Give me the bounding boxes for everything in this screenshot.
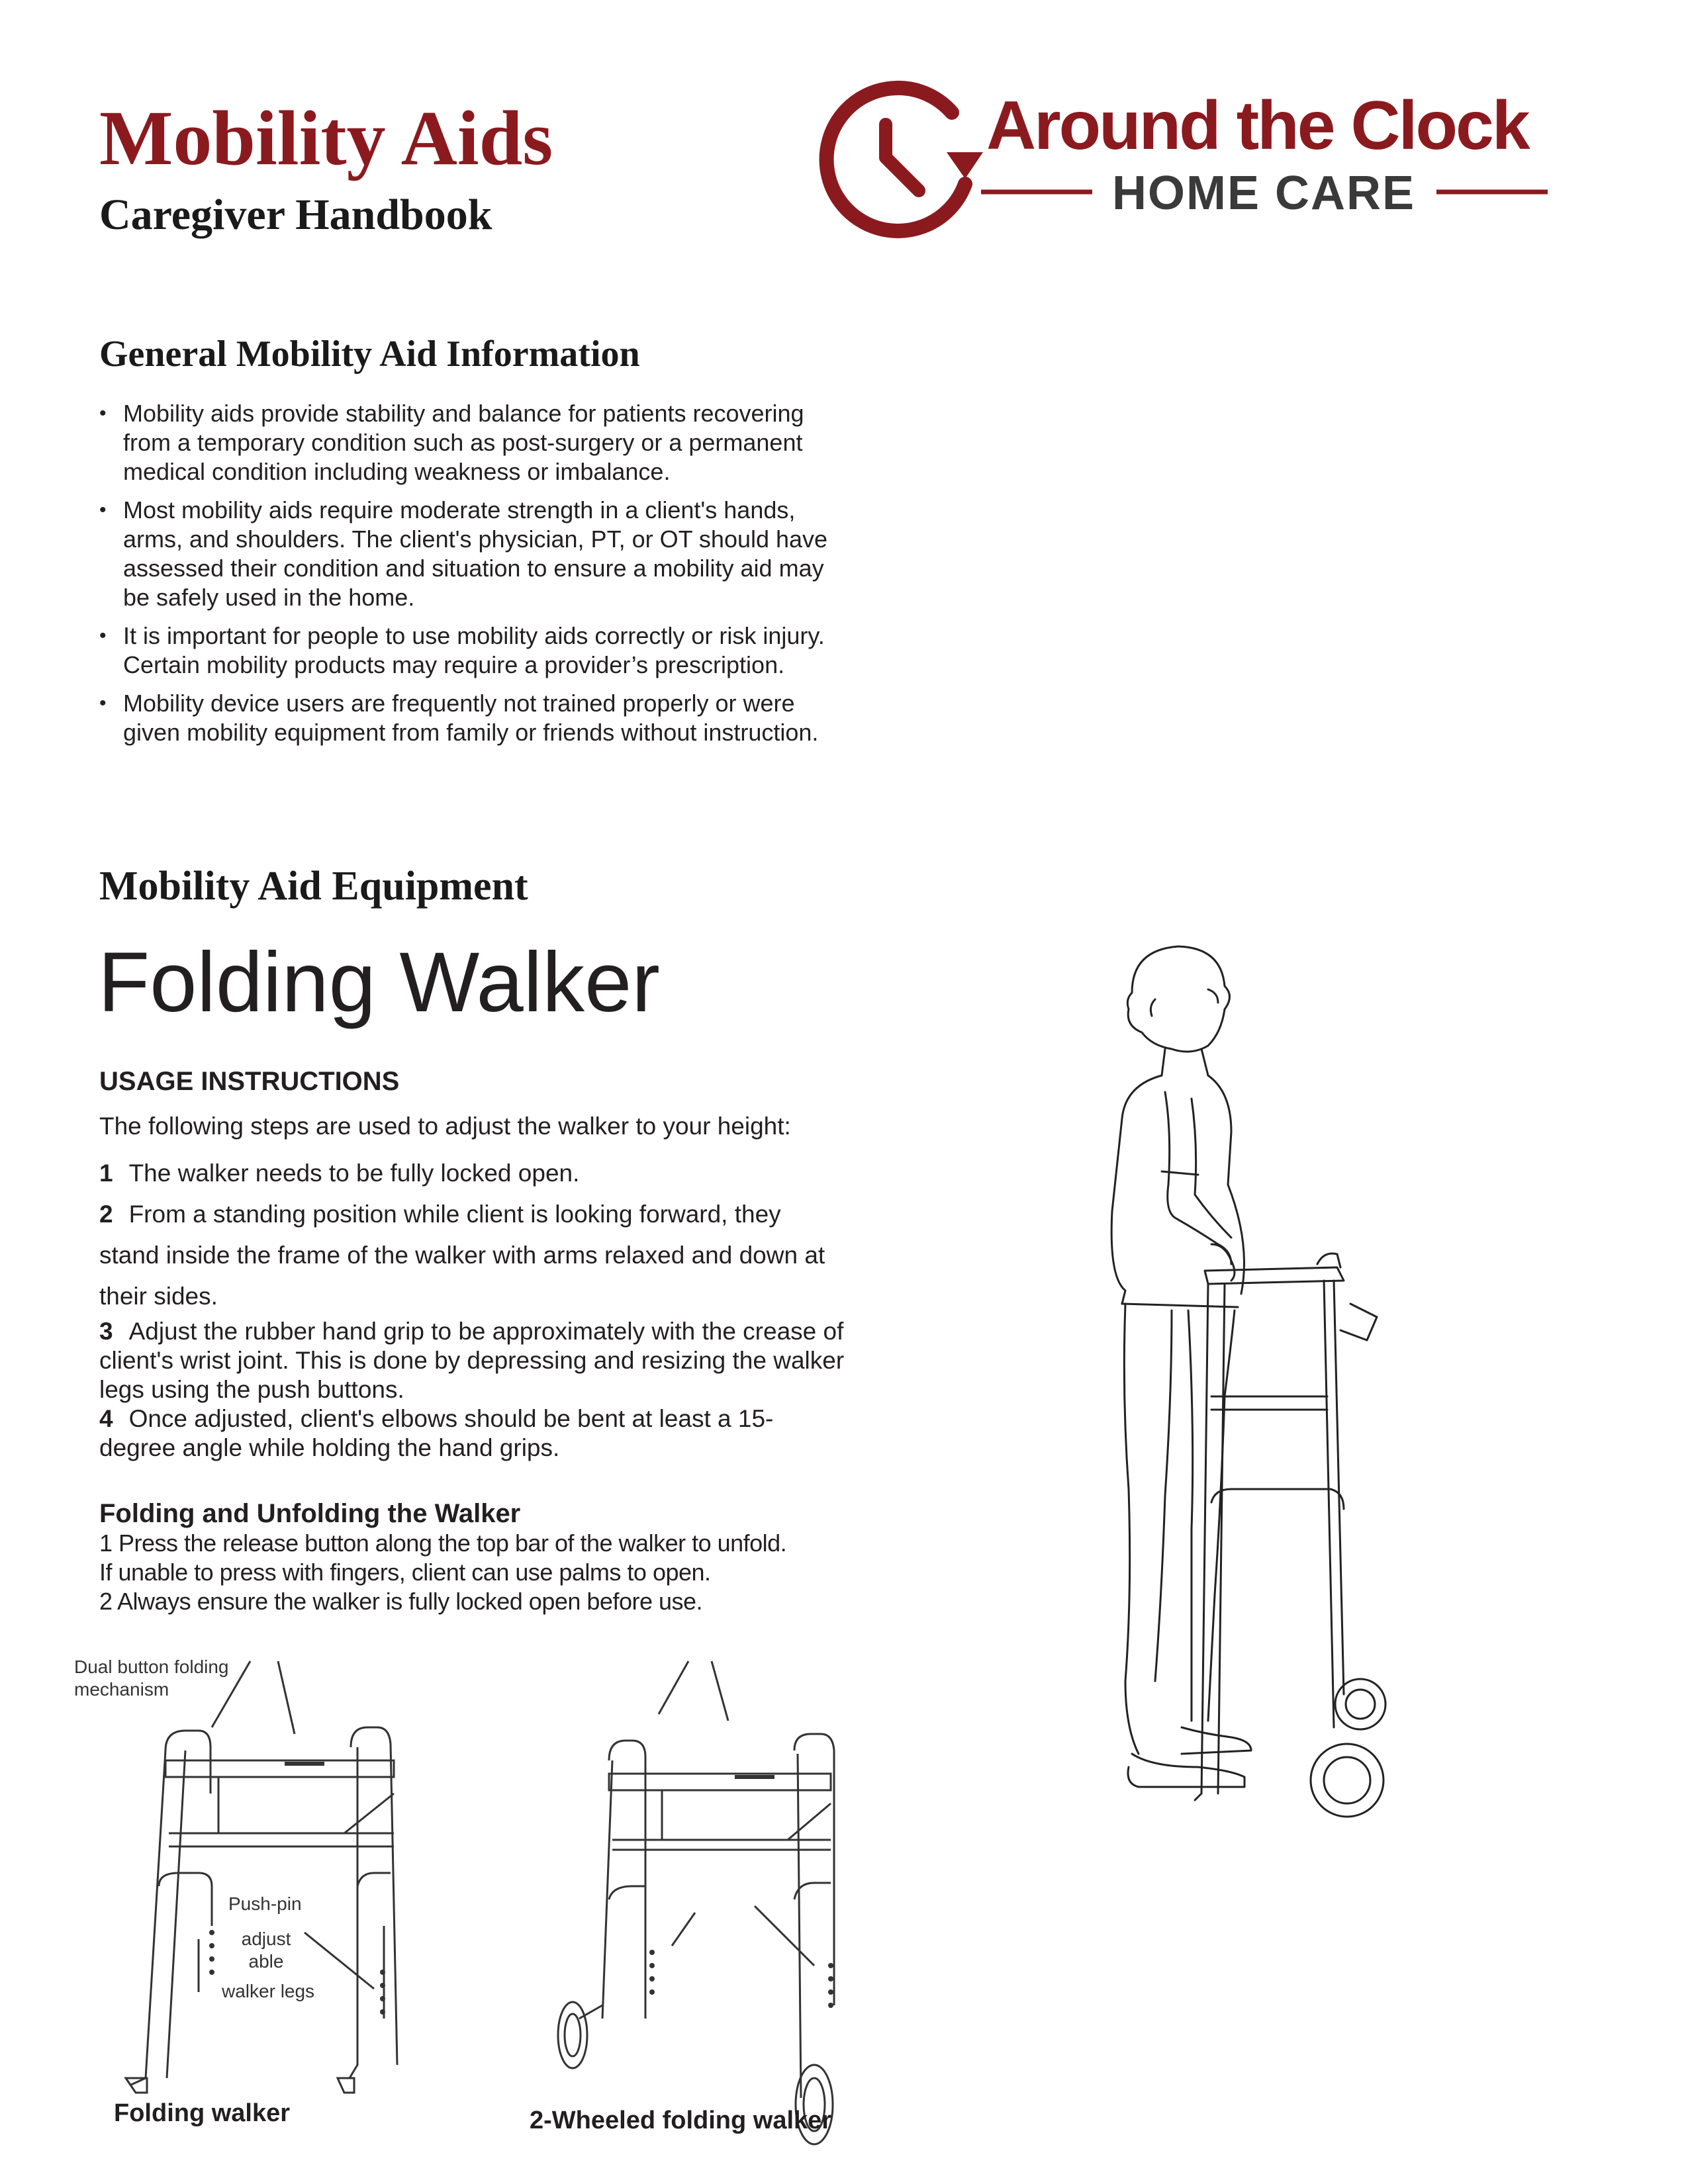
usage-intro: The following steps are used to adjust the walker to your height:	[99, 1113, 791, 1140]
step-number: 4	[99, 1405, 113, 1432]
info-bullet-list	[99, 399, 841, 756]
bullet-icon: •	[99, 499, 107, 521]
usage-step	[99, 1317, 847, 1404]
folding-step: 1 Press the release button along the top bar of the walker to unfold. If unable to press with fingers, client can use palms to open.	[99, 1529, 787, 1586]
bullet-icon: •	[99, 402, 107, 424]
walker-icon	[1195, 1253, 1385, 1817]
wheel-icon	[1335, 1679, 1385, 1729]
bullet-icon: •	[99, 692, 107, 714]
list-item-text: Mobility aids provide stability and balance for patients recovering from a temporary condition such as post-surgery or a permanent medical condition including weakness or imbalance.	[123, 400, 804, 485]
clock-icon	[827, 88, 983, 231]
label-push-pin: Push-pin	[228, 1893, 302, 1914]
caption-wheeled-walker: 2-Wheeled folding walker	[530, 2107, 832, 2134]
step-text: The walker needs to be fully locked open.	[128, 1160, 580, 1187]
wheel-icon	[1311, 1744, 1383, 1817]
folding-steps	[99, 1529, 794, 1616]
document-title: Mobility Aids	[99, 95, 553, 181]
list-item-text: Most mobility aids require moderate strength in a client's hands, arms, and shoulders. The client's physician, PT, or OT should have assessed their condition and situation to ensure a mobility aid may be safely used in the home.	[123, 496, 828, 611]
list-item	[99, 399, 841, 486]
label-adjustable: adjust able	[241, 1929, 291, 1972]
folding-step: 2 Always ensure the walker is fully locked open before use.	[99, 1588, 703, 1615]
usage-step	[99, 1404, 847, 1463]
logo-wordmark: Around the Clock	[986, 87, 1528, 164]
usage-heading: USAGE INSTRUCTIONS	[99, 1067, 400, 1096]
list-item	[99, 689, 841, 747]
document-subtitle: Caregiver Handbook	[99, 191, 492, 239]
man-with-walker-illustration	[1033, 933, 1430, 1899]
list-item	[99, 496, 841, 612]
step-number: 2	[99, 1201, 113, 1228]
label-dual-button: Dual button folding mechanism	[74, 1657, 229, 1700]
folding-walker-drawing	[126, 1661, 397, 2093]
list-item-text: It is important for people to use mobility aids correctly or risk injury. Certain mobility products may require a provider’s prescription.	[123, 622, 825, 678]
folding-heading: Folding and Unfolding the Walker	[99, 1499, 521, 1528]
step-text: From a standing position while client is looking forward, they stand inside the frame of the walker with arms relaxed and down at their sides.	[99, 1201, 825, 1310]
step-number: 3	[99, 1318, 113, 1345]
section-heading-equipment: Mobility Aid Equipment	[99, 864, 528, 909]
bullet-icon: •	[99, 625, 107, 647]
list-item	[99, 621, 841, 680]
wheeled-walker-drawing	[558, 1661, 834, 2144]
usage-step	[99, 1194, 847, 1317]
section-heading-general-info: General Mobility Aid Information	[99, 334, 640, 375]
wheel-icon	[558, 2002, 602, 2068]
step-text: Adjust the rubber hand grip to be approximately with the crease of client's wrist joint. This is done by depressing and resizing the walker legs using the push buttons.	[99, 1318, 845, 1403]
usage-step	[99, 1153, 847, 1194]
person-icon	[1111, 946, 1251, 1787]
caption-folding-walker: Folding walker	[114, 2099, 291, 2127]
label-walker-legs: walker legs	[222, 1981, 315, 2001]
equipment-title: Folding Walker	[98, 935, 660, 1030]
list-item-text: Mobility device users are frequently not trained properly or were given mobility equipment from family or friends without instruction.	[123, 690, 819, 746]
usage-steps	[99, 1153, 847, 1463]
step-text: Once adjusted, client's elbows should be bent at least a 15-degree angle while holding the hand grips.	[99, 1405, 774, 1461]
logo-tagline: HOME CARE	[1112, 167, 1416, 220]
step-number: 1	[99, 1160, 113, 1187]
